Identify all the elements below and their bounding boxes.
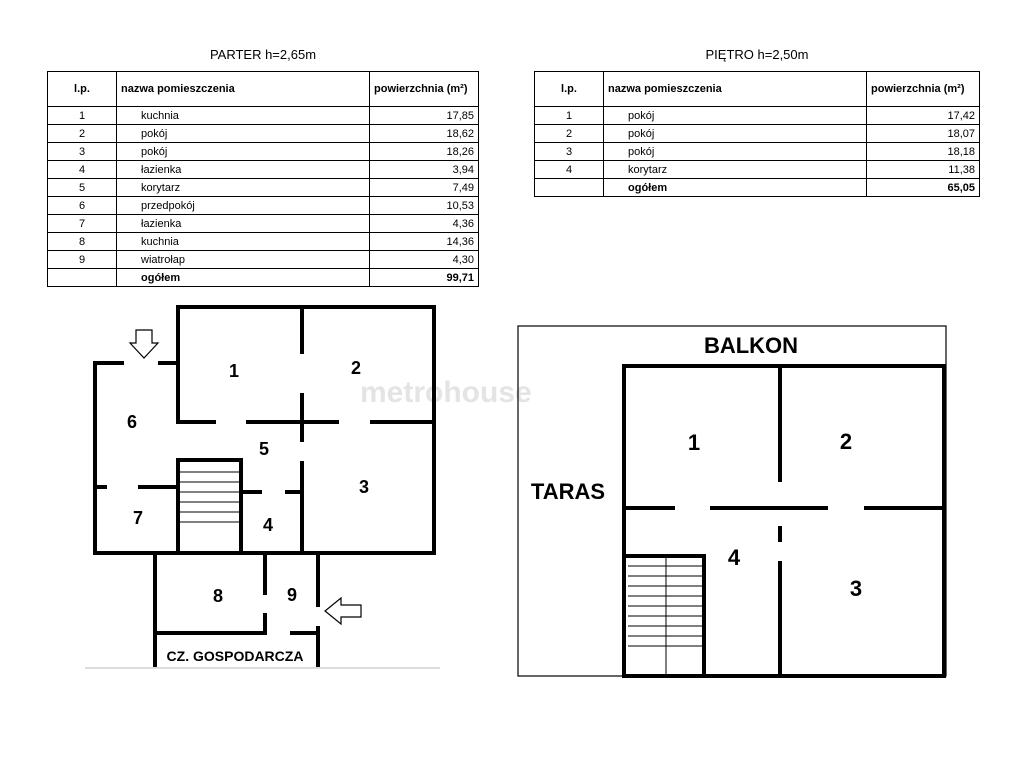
room-number: 1 [687,430,701,455]
cell-lp: 8 [48,233,117,251]
col-name: nazwa pomieszczenia [117,72,370,107]
cell-lp: 9 [48,251,117,269]
room-number: 4 [262,515,274,535]
entrance-arrow-icon [325,598,361,624]
ground-stairs [180,472,239,522]
cell-name: pokój [604,143,867,161]
utility-label: CZ. GOSPODARCZA [166,648,304,664]
cell-lp: 4 [535,161,604,179]
col-lp: l.p. [535,72,604,107]
col-area: powierzchnia (m²) [370,72,479,107]
terrace-label: TARAS [530,479,606,504]
upper-room-labels [688,429,862,601]
cell-lp: 2 [48,125,117,143]
cell-area: 18,18 [867,143,980,161]
entrance-arrow-icon [130,330,158,358]
cell-lp: 6 [48,197,117,215]
cell-area: 18,62 [370,125,479,143]
cell-area: 4,30 [370,251,479,269]
cell-name: kuchnia [117,107,370,125]
room-number: 8 [212,586,224,606]
cell-area: 10,53 [370,197,479,215]
cell-name: kuchnia [117,233,370,251]
cell-lp: 1 [48,107,117,125]
cell-area: 3,94 [370,161,479,179]
col-area: powierzchnia (m²) [867,72,980,107]
cell-area: 18,07 [867,125,980,143]
total-area: 99,71 [370,269,479,287]
col-lp: l.p. [48,72,117,107]
room-number: 3 [849,576,863,601]
cell-name: przedpokój [117,197,370,215]
cell-area: 17,42 [867,107,980,125]
cell-area: 14,36 [370,233,479,251]
cell-name: łazienka [117,161,370,179]
cell-name: wiatrołap [117,251,370,269]
cell-lp: 3 [48,143,117,161]
cell-area: 11,38 [867,161,980,179]
balcony-label: BALKON [703,333,799,358]
cell-lp: 7 [48,215,117,233]
cell-lp: 1 [535,107,604,125]
room-number: 4 [727,545,741,570]
cell-name: pokój [117,143,370,161]
cell-area: 17,85 [370,107,479,125]
cell-name: pokój [604,125,867,143]
cell-lp: 5 [48,179,117,197]
cell-lp: 4 [48,161,117,179]
total-label: ogółem [604,179,867,197]
ground-room-labels [127,358,369,606]
upper-floor-title: PIĘTRO h=2,50m [705,47,809,62]
cell-name: korytarz [117,179,370,197]
cell-area: 4,36 [370,215,479,233]
ground-floor-title: PARTER h=2,65m [209,47,317,62]
watermark-text: metrohouse [360,376,532,409]
col-name: nazwa pomieszczenia [604,72,867,107]
room-number: 9 [286,585,298,605]
cell-name: łazienka [117,215,370,233]
cell-name: korytarz [604,161,867,179]
room-number: 3 [358,477,370,497]
room-number: 2 [350,358,362,378]
ground-floor-plan [95,307,434,666]
room-number: 7 [132,508,144,528]
cell-area: 18,26 [370,143,479,161]
room-number: 1 [228,361,240,381]
room-number: 6 [126,412,138,432]
cell-lp: 2 [535,125,604,143]
cell-lp: 3 [535,143,604,161]
upper-floor-plan [624,366,944,676]
room-number: 2 [839,429,853,454]
total-label: ogółem [117,269,370,287]
cell-name: pokój [604,107,867,125]
upper-stairs [628,556,702,674]
cell-area: 7,49 [370,179,479,197]
total-area: 65,05 [867,179,980,197]
room-number: 5 [258,439,270,459]
cell-name: pokój [117,125,370,143]
